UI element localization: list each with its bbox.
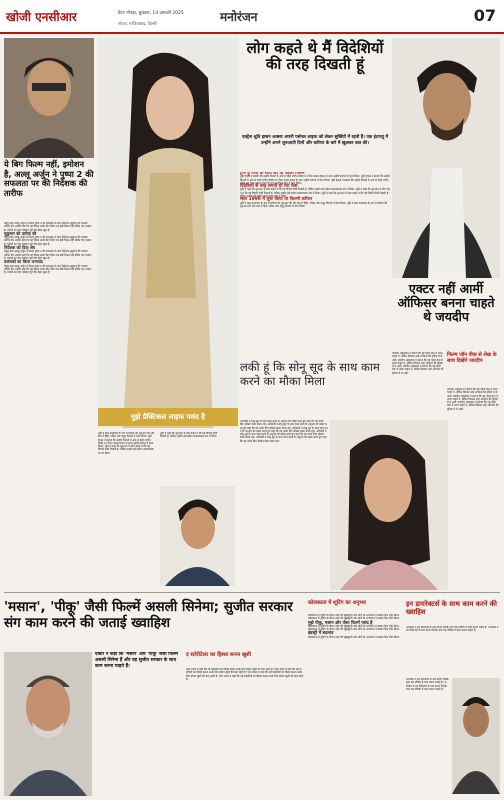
sonu-sood-photo	[160, 486, 235, 586]
actress-photo	[330, 420, 448, 590]
story-bottom-mid-body: कोलकाता में शूटिंग के दौरान शहर की खूबसूरती और लोगों के अपनापन ने सबका दिल जीत लिया। कोलकाता में शूटिंग के दौरान शहर की खूबसूरती और लोगों के अपनापन ने सबका दिल जीत लिया। मुझे पीकू, मसान और जैसा फिल्में पसंद हैं कोलकाता में शूटिंग के दौरान शहर की खूबसूरती और लोगों के अपनापन ने सबका दिल जीत लिया। कोलकाता में शूटिंग के दौरान शहर की खूबसूरती और लोगों के अपनापन ने सबका दिल जीत लिया। इंडस्ट्री में बदलाव कोलकाता में शूटिंग के दौरान शहर की खूबसूरती और लोगों के अपनापन ने सबका दिल जीत लिया।	[308, 614, 400, 639]
story-bottom-left-body2: परेश रावल ने कहा कि नई कहानियों का हिस्सा बनना उनके लिए हमेशा खुशी की बात रहती है। परेश रावल ने कहा कि नई कहानियों का हिस्सा बनना उनके लिए हमेशा खुशी की बात रहती है। परेश रावल ने कहा कि नई कहानियों का हिस्सा बनना उनके लिए हमेशा खुशी की बात रहती है। परेश रावल ने कहा कि नई कहानियों का हिस्सा बनना उनके लिए हमेशा खुशी की बात रहती है।	[186, 668, 304, 681]
story-bottom-right-body: अभिनेता ने उन निर्देशकों के नाम बताए जिनके साथ वह भविष्य में काम करना चाहते हैं। अभिनेता ने उन निर्देशकों के नाम बताए जिनके साथ वह भविष्य में काम करना चाहते हैं।	[406, 626, 499, 633]
story-left-sub2: निर्देशक को दिया श्रेय	[4, 245, 36, 251]
story-bottom-mid-subhead2: मुझे पीकू, मसान और जैसा फिल्में पसंद हैं	[308, 619, 373, 625]
story-main-intro: एक्ट्रेस श्रुति हासन अक्सर अपनी पर्सनल लाइफ को लेकर सुर्खियों में रहती हैं। एक इंटरव्यू में उन्होंने अपने शुरुआती दिनों और करियर के बारे में खुलकर बात की।	[241, 135, 389, 146]
subhead-3: साल 1999 में शुरू किया था फिल्मी करियर	[240, 197, 313, 203]
jaideep-photo	[392, 38, 500, 278]
story-bottom-mid-subhead3: इंडस्ट्री में बदलाव	[308, 630, 334, 636]
shruti-haasan-photo	[98, 38, 238, 428]
story-left-sub3: प्रशंसकों का किया धन्यवाद	[4, 259, 43, 265]
page-number: 07	[473, 6, 496, 25]
story-left-sub1: सुकुमार की तारीफ की	[4, 230, 37, 236]
story-left-headline: ये बिग फिल्म नहीं, इमोशन है, अल्लू अर्जुन ने पुष्पा 2 की सफलता पर की निर्देशक की तारीफ	[4, 159, 94, 198]
story-middle-body: अभिनेत्री ने सोनू सूद के साथ काम करने के अनुभव को साझा करते हुए कहा कि यह उनके लिए सीखने वाला समय रहा। अभिनेत्री ने सोनू सूद के साथ काम करने के अनुभव को साझा करते हुए कहा कि यह उनके लिए सीखने वाला समय रहा। अभिनेत्री ने सोनू सूद के साथ काम करने के अनुभव को साझा करते हुए कहा कि यह उनके लिए सीखने वाला समय रहा। अभिनेत्री ने सोनू सूद के साथ काम करने के अनुभव को साझा करते हुए कहा कि यह उनके लिए सीखने वाला समय रहा। अभिनेत्री ने सोनू सूद के साथ काम करने के अनुभव को साझा करते हुए कहा कि यह उनके लिए सीखने वाला समय रहा।	[240, 420, 328, 443]
director-photo	[452, 678, 500, 794]
edition-line: नोएडा, गाज़ियाबाद, दिल्ली	[118, 21, 157, 26]
story-bottom-left-subhead: द स्टोरीटेलर का हिस्सा बनना खुशी	[186, 652, 252, 658]
story-right-headline: एक्टर नहीं आर्मी ऑफिसर बनना चाहते थे जयदीप	[397, 281, 495, 324]
story-bottom-left-headline: 'मसान', 'पीकू' जैसी फिल्में असली सिनेमा; सुजीत सरकार संग काम करने की जताई ख्वाहिश	[4, 599, 293, 631]
allu-arjun-photo	[4, 38, 94, 158]
section-divider	[4, 592, 500, 593]
story-bottom-left-intro: एक्टर ने कहा कि 'मसान' और 'पीकू' जैसी फिल्में असली सिनेमा हैं और वह सुजीत सरकार के साथ काम करना चाहते हैं।	[95, 652, 178, 669]
story-left-body: तेलुगु स्टार अल्लू अर्जुन ने फिल्म पुष्पा 2 की सफलता के बाद निर्देशक सुकुमार की जमकर तारीफ की। उन्होंने कहा कि यह फिल्म उनके लिए सिर्फ एक बड़ी फिल्म नहीं बल्कि एक भावना है। दर्शकों का प्यार देखकर पूरी टीम बेहद खुश है। सुकुमार की तारीफ की तेलुगु स्टार अल्लू अर्जुन ने फिल्म पुष्पा 2 की सफलता के बाद निर्देशक सुकुमार की जमकर तारीफ की। उन्होंने कहा कि यह फिल्म उनके लिए सिर्फ एक बड़ी फिल्म नहीं बल्कि एक भावना है। दर्शकों का प्यार देखकर पूरी टीम बेहद खुश है। निर्देशक को दिया श्रेय तेलुगु स्टार अल्लू अर्जुन ने फिल्म पुष्पा 2 की सफलता के बाद निर्देशक सुकुमार की जमकर तारीफ की। उन्होंने कहा कि यह फिल्म उनके लिए सिर्फ एक बड़ी फिल्म नहीं बल्कि एक भावना है। दर्शकों का प्यार देखकर पूरी टीम बेहद खुश है। प्रशंसकों का किया धन्यवाद तेलुगु स्टार अल्लू अर्जुन ने फिल्म पुष्पा 2 की सफलता के बाद निर्देशक सुकुमार की जमकर तारीफ की। उन्होंने कहा कि यह फिल्म उनके लिए सिर्फ एक बड़ी फिल्म नहीं बल्कि एक भावना है। दर्शकों का प्यार देखकर पूरी टीम बेहद खुश है।	[4, 222, 92, 275]
section-title: मनोरंजन	[220, 10, 258, 24]
story-bottom-mid-subhead: कोलकाता में शूटिंग का अनुभव	[308, 600, 366, 606]
paresh-rawal-photo	[4, 652, 92, 796]
story-right-body-b: जयदीप अहलावत ने बताया कि वह पहले सेना में जाना चाहते थे, लेकिन किस्मत उन्हें अभिनय की दुनिया में ले आई। जयदीप अहलावत ने बताया कि वह पहले सेना में जाना चाहते थे, लेकिन किस्मत उन्हें अभिनय की दुनिया में ले आई। जयदीप अहलावत ने बताया कि वह पहले सेना में जाना चाहते थे, लेकिन किस्मत उन्हें अभिनय की दुनिया में ले आई।	[447, 388, 499, 411]
subhead-1: ट्रेनी हूं पापा के साथ की थी पहली फिल्म	[240, 172, 305, 176]
paper-logo: खोजी एनसीआर	[6, 10, 77, 24]
story-right-body-a: जयदीप अहलावत ने बताया कि वह पहले सेना में जाना चाहते थे, लेकिन किस्मत उन्हें अभिनय की दुनिया में ले आई। जयदीप अहलावत ने बताया कि वह पहले सेना में जाना चाहते थे, लेकिन किस्मत उन्हें अभिनय की दुनिया में ले आई। जयदीप अहलावत ने बताया कि वह पहले सेना में जाना चाहते थे, लेकिन किस्मत उन्हें अभिनय की दुनिया में ले आई।	[392, 352, 444, 375]
story-main-headline: लोग कहते थे मैं विदेशियों की तरह दिखती हूं	[246, 39, 384, 73]
story-main-body: ट्रेनी हूं पापा के साथ की थी पहली फिल्म श्रुति हासन ने बताया कि उन्होंने फिल्मों में आने से पहले संगीत सीखा था। पिता कमल हासन के साथ उन्होंने बचपन में काम किया। श्रुति हासन ने बताया कि उन्होंने फिल्मों में आने से पहले संगीत सीखा था। पिता कमल हासन के साथ उन्होंने बचपन में काम किया। श्रुति हासन ने बताया कि उन्होंने फिल्मों में आने से पहले संगीत सीखा था। पिता कमल हासन के साथ उन्होंने बचपन में काम किया। विदेशियों से तरह लगती थी मेरा फेस श्रुति ने कहा कि शुरुआत में लोग कहते थे कि वह विदेशी जैसी दिखती हैं, लेकिन उन्होंने इसे हमेशा सकारात्मक रूप में लिया। श्रुति ने कहा कि शुरुआत में लोग कहते थे कि वह विदेशी जैसी दिखती हैं, लेकिन उन्होंने इसे हमेशा सकारात्मक रूप में लिया। श्रुति ने कहा कि शुरुआत में लोग कहते थे कि वह विदेशी जैसी दिखती हैं, लेकिन उन्होंने इसे हमेशा सकारात्मक रूप में लिया। साल 1999 में शुरू किया था फिल्मी करियर श्रुति ने बाल कलाकार के रूप में करियर की शुरुआत की और बाद में हिंदी, तमिल और तेलुगु फिल्मों में काम किया। श्रुति ने बाल कलाकार के रूप में करियर की शुरुआत की और बाद में हिंदी, तमिल और तेलुगु फिल्मों में काम किया।	[240, 172, 390, 208]
page-header	[0, 0, 504, 34]
story-right-subhead: फिल्म जॉन वीक से शेख के साथ दिखेंगे जयदीप	[447, 352, 497, 364]
story-main-continued: श्रुति ने बाल कलाकार के रूप में करियर की शुरुआत की और बाद में हिंदी, तमिल और तेलुगु फिल्मों में काम किया। श्रुति हासन ने बताया कि उन्होंने फिल्मों में आने से पहले संगीत सीखा था। पिता कमल हासन के साथ उन्होंने बचपन में काम किया। श्रुति ने कहा कि शुरुआत में लोग कहते थे कि वह विदेशी जैसी दिखती हैं, लेकिन उन्होंने इसे हमेशा सकारात्मक रूप में लिया।	[98, 432, 155, 455]
story-bottom-right-headline: इन डायरेक्टर्स के साथ काम करने की ख्वाहिश	[406, 600, 497, 616]
story-main-continued-2: श्रुति ने कहा कि शुरुआत में लोग कहते थे कि वह विदेशी जैसी दिखती हैं, लेकिन उन्होंने इसे हमेशा सकारात्मक रूप में लिया।	[160, 432, 218, 439]
subhead-2: विदेशियों से तरह लगती थी मेरा फेस	[240, 184, 298, 190]
dateline: ग्रेटर नोएडा, बुधवार, 14 जनवरी 2025	[118, 11, 184, 16]
story-bottom-right-body-2: अभिनेता ने उन निर्देशकों के नाम बताए जिनके साथ वह भविष्य में काम करना चाहते हैं। अभिनेता ने उन निर्देशकों के नाम बताए जिनके साथ वह भविष्य में काम करना चाहते हैं।	[406, 678, 449, 691]
pullquote-caption: मुझे प्रैक्टिकल लाइफ पसंद है	[98, 408, 238, 426]
story-middle-headline: लकी हूं कि सोनू सूद के साथ काम करने का मौका मिला	[240, 360, 380, 388]
